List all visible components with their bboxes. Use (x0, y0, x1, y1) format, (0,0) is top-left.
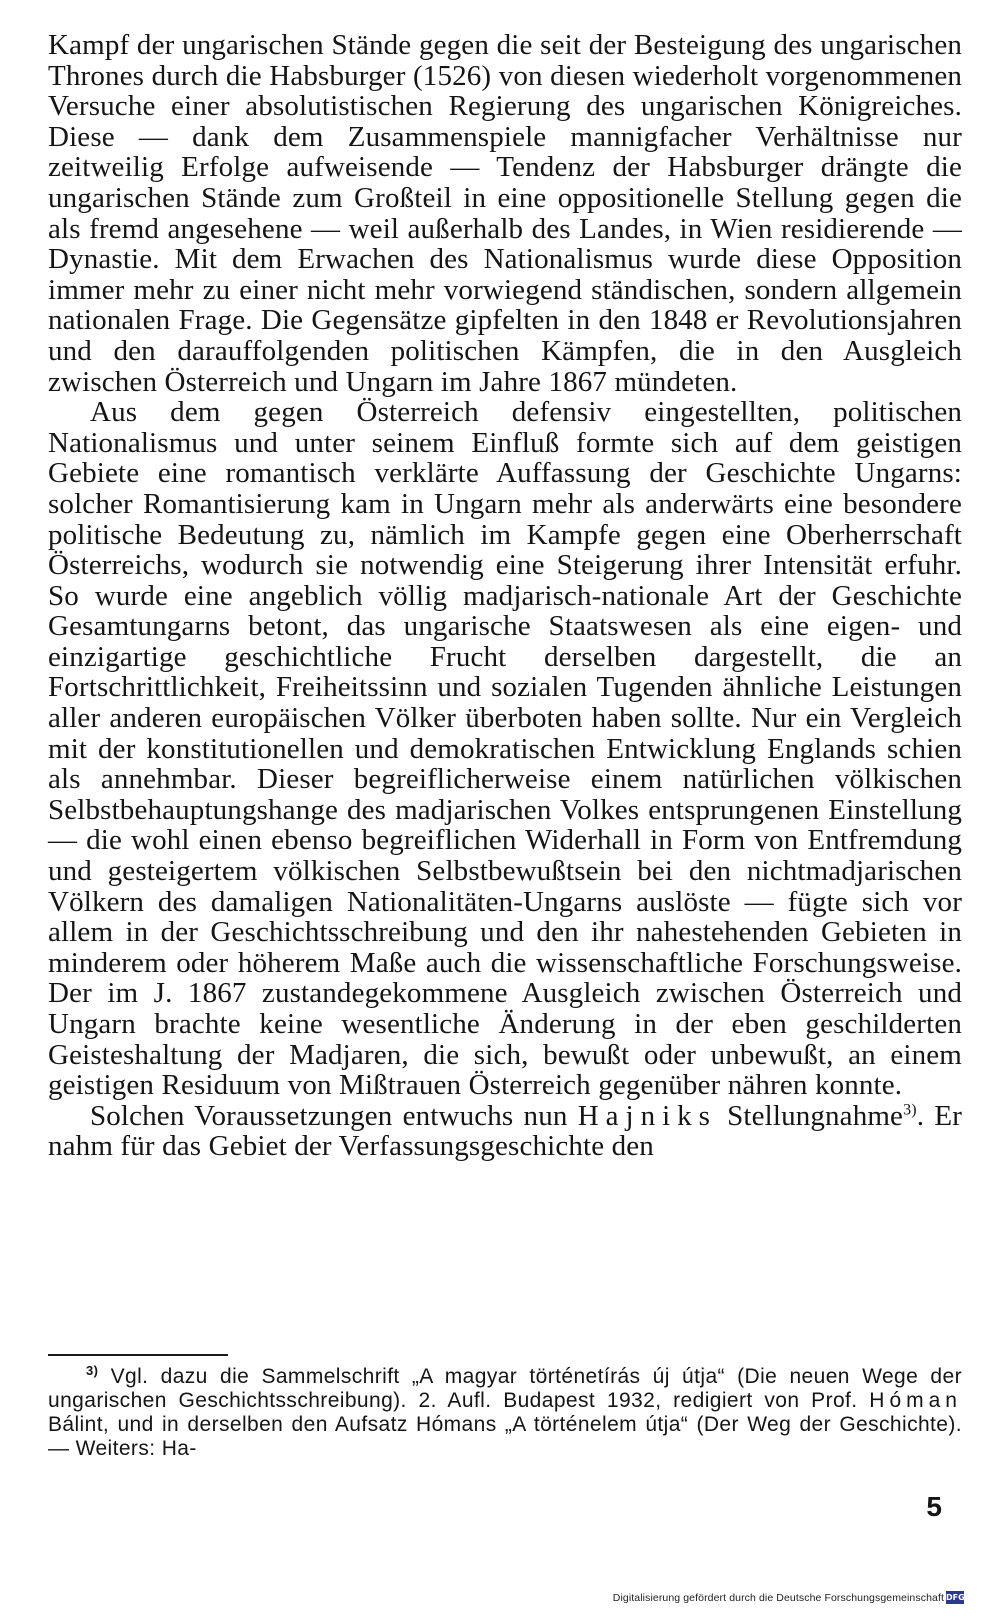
digitization-note: Digitalisierung gefördert durch die Deutsche Forschungsgemeinschaft (612, 1592, 944, 1604)
paragraph-3 (48, 1101, 962, 1162)
page-number: 5 (926, 1491, 942, 1522)
footnote (48, 1365, 962, 1461)
author-name-spaced: Hajniks (577, 1099, 717, 1132)
paragraph-3-start: Solchen Voraussetzungen entwuchs nun (90, 1099, 568, 1132)
paragraph-3-end: . Er nahm für das Gebiet der Verfassungsgeschichte den (48, 1099, 963, 1163)
paragraph-1: Kampf der ungarischen Stände gegen die seit der Besteigung des ungarischen Thrones durch die Habsburger (1526) von diesen wiederholt vorgenommenen Versuche einer absolutistischen Regierung des ungarischen Königreiches. Diese — dank dem Zusammenspiele mannigfacher Verhältnisse nur zeitweilig Erfolge aufweisende — Tendenz der Habsburger drängte die ungarischen Stände zum Großteil in eine oppositionelle Stellung gegen die als fremd angesehene — weil außerhalb des Landes, in Wien residierende — Dynastie. Mit dem Erwachen des Nationalismus wurde diese Opposition immer mehr zu einer nicht mehr vorwiegend ständischen, sondern allgemein nationalen Frage. Die Gegensätze gipfelten in den 1848 er Revolutionsjahren und den darauffolgenden politischen Kämpfen, die in den Ausgleich zwischen Österreich und Ungarn im Jahre 1867 mündeten. (48, 29, 962, 398)
footnote-divider (48, 1354, 228, 1356)
footnote-marker: 3) (86, 1363, 99, 1378)
footnote-text-1: Vgl. dazu die Sammelschrift „A magyar történetírás új útja“ (Die neuen Wege der ungarischen Geschichtsschreibung). 2. Aufl. Budapest 1932, redigiert von Prof. (48, 1365, 962, 1412)
paragraph-2: Aus dem gegen Österreich defensiv eingestellten, politischen Nationalismus und unter seinem Einfluß formte sich auf dem geistigen Gebiete eine romantisch verklärte Auffassung der Geschichte Ungarns: solcher Romantisierung kam in Ungarn mehr als anderwärts eine besondere politische Bedeutung zu, nämlich im Kampfe gegen eine Oberherrschaft Österreichs, wodurch sie notwendig eine Steigerung ihrer Intensität erfuhr. So wurde eine angeblich völlig madjarisch-nationale Art der Geschichte Gesamtungarns betont, das ungarische Staatswesen als eine eigen- und einzigartige geschichtliche Frucht derselben dargestellt, die an Fortschrittlichkeit, Freiheitssinn und sozialen Tugenden ähnliche Leistungen aller anderen europäischen Völker überboten haben sollte. Nur ein Vergleich mit der konstitutionellen und demokratischen Entwicklung Englands schien als annehmbar. Dieser begreiflicherweise einem natürlichen völkischen Selbstbehauptungshange des madjarischen Volkes entsprungenen Einstellung — die wohl einen ebenso begreiflichen Widerhall in Form von Entfremdung und gesteigertem völkischen Selbstbewußtsein bei den nichtmadjarischen Völkern des damaligen Nationalitäten-Ungarns auslöste — fügte sich vor allem in der Geschichtsschreibung und den ihr nahestehenden Gebieten in minderem oder höherem Maße auch die wissenschaftliche Forschungsweise. Der im J. 1867 zustandegekommene Ausgleich zwischen Österreich und Ungarn brachte keine wesentliche Änderung in der eben geschilderten Geisteshaltung der Madjaren, die sich, bewußt oder unbewußt, an einem geistigen Residuum von Mißtrauen Österreich gegenüber nähren konnte. (48, 396, 962, 1102)
dfg-logo: DFG (946, 1593, 965, 1602)
footnote-name-spaced: Hóman (869, 1389, 962, 1412)
footnote-text-2: Bálint, und in derselben den Aufsatz Hómans „A történelem útja“ (Der Weg der Geschichte). — Weiters: Ha- (48, 1413, 962, 1460)
body-text (48, 30, 962, 1162)
paragraph-3-after-name: Stellungnahme (727, 1099, 904, 1132)
footnote-reference[interactable]: 3) (903, 1101, 917, 1119)
